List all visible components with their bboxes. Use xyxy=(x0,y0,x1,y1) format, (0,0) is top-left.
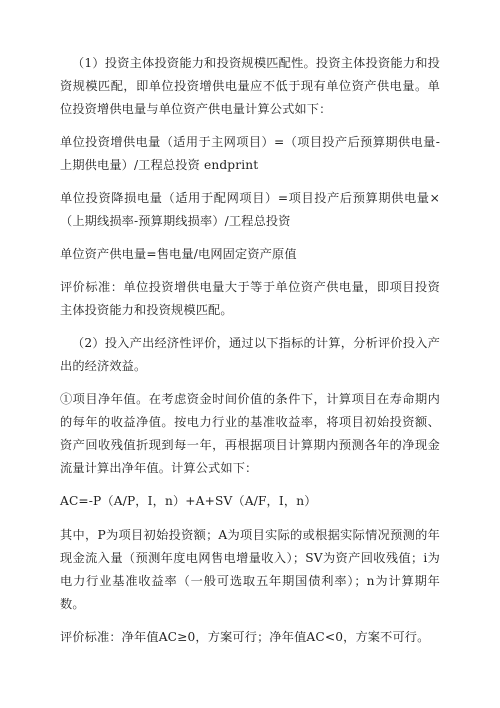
document-page xyxy=(60,52,440,659)
paragraph-formula-asset-supply: 单位资产供电量=售电量/电网固定资产原值 xyxy=(60,247,297,261)
paragraph-investment-matching: （1）投资主体投资能力和投资规模匹配性。投资主体投资能力和投资规模匹配，即单位投资增供电量应不低于现有单位资产供电量。单位投资增供电量与单位资产供电量计算公式如下： xyxy=(60,56,440,116)
paragraph-input-output-evaluation: （2）投入产出经济性评价，通过以下指标的计算，分析评价投入产出的经济效益。 xyxy=(60,336,440,373)
paragraph-net-annual-value: ①项目净年值。在考虑资金时间价值的条件下，计算项目在寿命期内的每年的收益净值。按电力行业的基准收益率，将项目初始投资额、资产回收残值折现到每一年，再根据项目计算期内预测各年的净现金流量计算出净年值。计算公式如下： xyxy=(60,392,440,475)
paragraph-variable-definitions: 其中，P为项目初始投资额；A为项目实际的或根据实际情况预测的年现金流入量（预测年度电网售电增量收入）；SV为资产回收残值；i为电力行业基准收益率（一般可选取五年期国债利率）；n为计算期年数。 xyxy=(60,528,440,611)
paragraph-ac-formula: AC=-P（A/P，I，n）+A+SV（A/F，I，n） xyxy=(60,494,317,508)
paragraph-evaluation-standard-1: 评价标准：单位投资增供电量大于等于单位资产供电量，即项目投资主体投资能力和投资规模匹配。 xyxy=(60,280,440,317)
paragraph-formula-distribution-grid: 单位投资降损电量（适用于配网项目）=项目投产后预算期供电量×（上期线损率-预算期线损率）/工程总投资 xyxy=(60,191,440,228)
paragraph-evaluation-standard-2: 评价标准：净年值AC≥0，方案可行；净年值AC<0，方案不可行。 xyxy=(60,630,430,644)
paragraph-formula-main-grid: 单位投资增供电量（适用于主网项目）=（项目投产后预算期供电量-上期供电量）/工程总投资 endprint xyxy=(60,135,440,172)
